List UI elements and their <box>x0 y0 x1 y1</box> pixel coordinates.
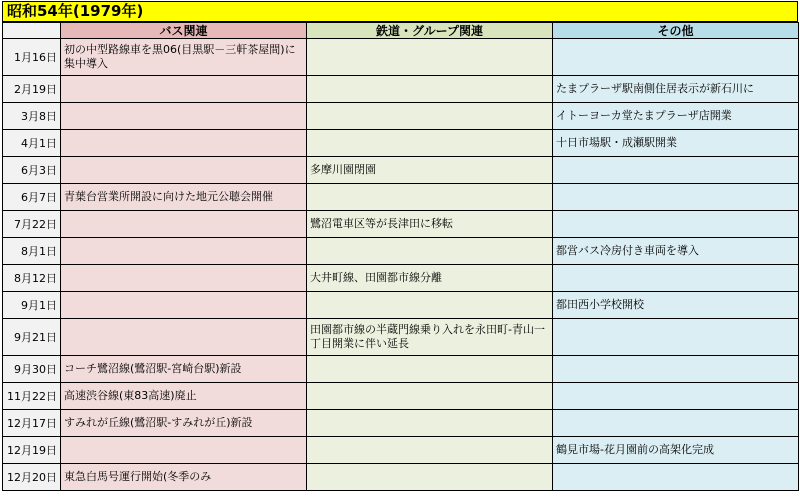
bus-cell: コーチ鷺沼線(鷺沼駅-宮崎台駅)新設 <box>61 356 307 383</box>
table-row <box>3 39 799 76</box>
table-row <box>3 184 799 211</box>
bus-cell: 青葉台営業所開設に向けた地元公聴会開催 <box>61 184 307 211</box>
header-row <box>3 23 799 39</box>
sheet-title: 昭和54年(1979年) <box>2 1 798 22</box>
other-cell <box>553 265 799 292</box>
rail-cell <box>307 76 553 103</box>
bus-cell <box>61 319 307 356</box>
table-row <box>3 238 799 265</box>
bus-cell <box>61 238 307 265</box>
table-row <box>3 211 799 238</box>
table-row <box>3 157 799 184</box>
date-cell: 6月7日 <box>3 184 61 211</box>
other-cell <box>553 39 799 76</box>
bus-cell <box>61 103 307 130</box>
rail-cell: 多摩川園閉園 <box>307 157 553 184</box>
other-cell: たまプラーザ駅南側住居表示が新石川に <box>553 76 799 103</box>
other-cell <box>553 184 799 211</box>
date-cell: 9月21日 <box>3 319 61 356</box>
rail-cell <box>307 464 553 491</box>
bus-cell <box>61 265 307 292</box>
other-cell <box>553 410 799 437</box>
table-row <box>3 265 799 292</box>
bus-cell <box>61 211 307 238</box>
date-cell: 11月22日 <box>3 383 61 410</box>
table-row <box>3 76 799 103</box>
table-row <box>3 356 799 383</box>
rail-cell <box>307 130 553 157</box>
table-row <box>3 383 799 410</box>
date-cell: 1月16日 <box>3 39 61 76</box>
other-cell: 鶴見市場-花月園前の高架化完成 <box>553 437 799 464</box>
bus-cell <box>61 157 307 184</box>
other-cell <box>553 319 799 356</box>
bus-cell: すみれが丘線(鷺沼駅-すみれが丘)新設 <box>61 410 307 437</box>
date-cell: 9月1日 <box>3 292 61 319</box>
rail-cell <box>307 383 553 410</box>
rail-cell <box>307 410 553 437</box>
rail-cell <box>307 356 553 383</box>
date-cell: 12月20日 <box>3 464 61 491</box>
date-cell: 12月17日 <box>3 410 61 437</box>
other-cell <box>553 383 799 410</box>
date-cell: 12月19日 <box>3 437 61 464</box>
table-row <box>3 103 799 130</box>
rail-cell <box>307 103 553 130</box>
rail-cell <box>307 184 553 211</box>
header-date <box>3 23 61 39</box>
rail-cell <box>307 39 553 76</box>
bus-cell <box>61 437 307 464</box>
date-cell: 4月1日 <box>3 130 61 157</box>
date-cell: 9月30日 <box>3 356 61 383</box>
rail-cell <box>307 292 553 319</box>
date-cell: 3月8日 <box>3 103 61 130</box>
other-cell: 都田西小学校開校 <box>553 292 799 319</box>
rail-cell <box>307 437 553 464</box>
bus-cell <box>61 292 307 319</box>
header-rail: 鉄道・グループ関連 <box>307 23 553 39</box>
rail-cell <box>307 238 553 265</box>
bus-cell: 高速渋谷線(東83高速)廃止 <box>61 383 307 410</box>
rail-cell: 大井町線、田園都市線分離 <box>307 265 553 292</box>
table-row <box>3 410 799 437</box>
table-row <box>3 319 799 356</box>
bus-cell: 東急白馬号運行開始(冬季のみ <box>61 464 307 491</box>
bus-cell: 初の中型路線車を黒06(目黒駅－三軒茶屋間)に集中導入 <box>61 39 307 76</box>
table-row <box>3 292 799 319</box>
rail-cell: 鷺沼電車区等が長津田に移転 <box>307 211 553 238</box>
other-cell <box>553 356 799 383</box>
date-cell: 8月12日 <box>3 265 61 292</box>
other-cell: 十日市場駅・成瀬駅開業 <box>553 130 799 157</box>
table-row <box>3 437 799 464</box>
timeline-table <box>2 22 799 491</box>
other-cell: イトーヨーカ堂たまプラーザ店開業 <box>553 103 799 130</box>
rail-cell: 田園都市線の半蔵門線乗り入れを永田町-青山一丁目開業に伴い延長 <box>307 319 553 356</box>
bus-cell <box>61 130 307 157</box>
date-cell: 2月19日 <box>3 76 61 103</box>
bus-cell <box>61 76 307 103</box>
header-bus: バス関連 <box>61 23 307 39</box>
table-row <box>3 130 799 157</box>
table-row <box>3 464 799 491</box>
other-cell <box>553 464 799 491</box>
other-cell: 都営バス冷房付き車両を導入 <box>553 238 799 265</box>
other-cell <box>553 157 799 184</box>
date-cell: 7月22日 <box>3 211 61 238</box>
other-cell <box>553 211 799 238</box>
date-cell: 8月1日 <box>3 238 61 265</box>
header-other: その他 <box>553 23 799 39</box>
date-cell: 6月3日 <box>3 157 61 184</box>
